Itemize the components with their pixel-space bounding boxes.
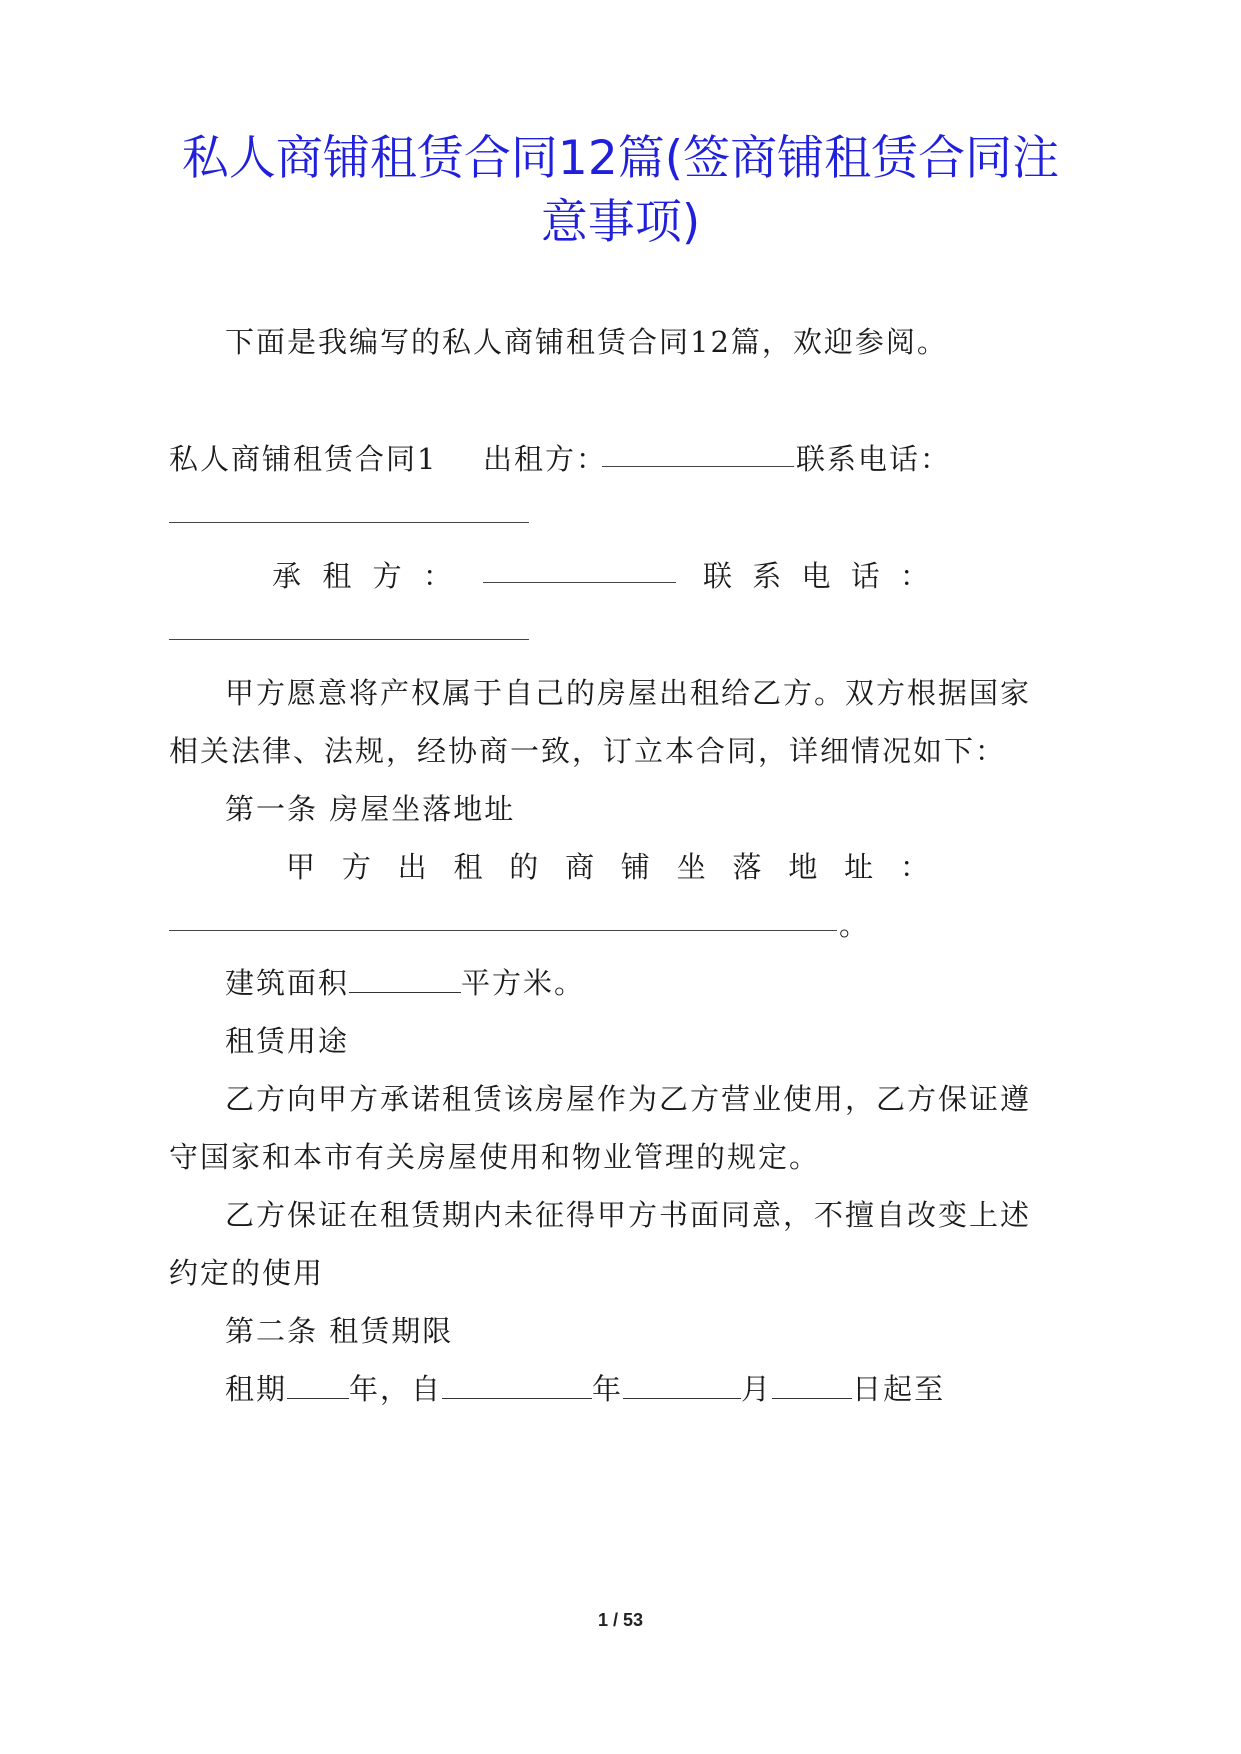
usage-paragraph-line-1: 乙方向甲方承诺租赁该房屋作为乙方营业使用，乙方保证遵 (225, 1082, 1032, 1116)
lessee-blank (483, 582, 676, 583)
lessor-phone-blank (169, 522, 529, 523)
paragraph-1-line-2: 相关法律、法规，经协商一致，订立本合同，详细情况如下： (169, 734, 1007, 768)
article-2-title: 第二条 租赁期限 (225, 1314, 454, 1348)
lessor-phone-label: 联系电话： (796, 442, 952, 476)
start-year-blank (442, 1368, 592, 1399)
address-blank (169, 930, 837, 931)
usage-paragraph-2-line-2: 约定的使用 (169, 1256, 325, 1290)
document-title-line-2: 意事项) (540, 195, 701, 250)
usage-paragraph-line-2: 守国家和本市有关房屋使用和物业管理的规定。 (169, 1140, 821, 1174)
page-indicator: 1 / 53 (597, 1610, 644, 1630)
address-period: 。 (839, 908, 871, 942)
lessee-phone-blank (169, 639, 529, 640)
term-line: 租期 年，自 年 月 日起至 (225, 1367, 945, 1408)
usage-paragraph-2-line-1: 乙方保证在租赁期内未征得甲方书面同意，不擅自改变上述 (225, 1198, 1032, 1232)
lessee-phone-label: 联 系 电 话 ： (703, 559, 929, 593)
start-day-blank (772, 1368, 852, 1399)
intro-paragraph: 下面是我编写的私人商铺租赁合同12篇，欢迎参阅。 (225, 325, 948, 359)
paragraph-1-line-1: 甲方愿意将产权属于自己的房屋出租给乙方。双方根据国家 (225, 676, 1032, 710)
area-prefix: 建筑面积 (225, 966, 350, 1000)
contract-1-heading: 私人商铺租赁合同1 (169, 442, 438, 476)
lessor-label: 出租方： (483, 442, 608, 476)
lessor-blank (602, 466, 794, 467)
start-month-blank (623, 1368, 741, 1399)
article-1-title: 第一条 房屋坐落地址 (225, 792, 516, 826)
term-years-blank (287, 1368, 349, 1399)
address-label: 甲 方 出 租 的 商 铺 坐 落 地 址 ： (286, 850, 929, 884)
lessee-label: 承 租 方 ： (272, 559, 452, 593)
area-blank (349, 962, 461, 993)
usage-title: 租赁用途 (225, 1024, 350, 1058)
document-title-line-1: 私人商铺租赁合同12篇(签商铺租赁合同注 (181, 131, 1060, 186)
area-suffix: 平方米。 (461, 966, 586, 1000)
area-line (225, 961, 585, 1002)
